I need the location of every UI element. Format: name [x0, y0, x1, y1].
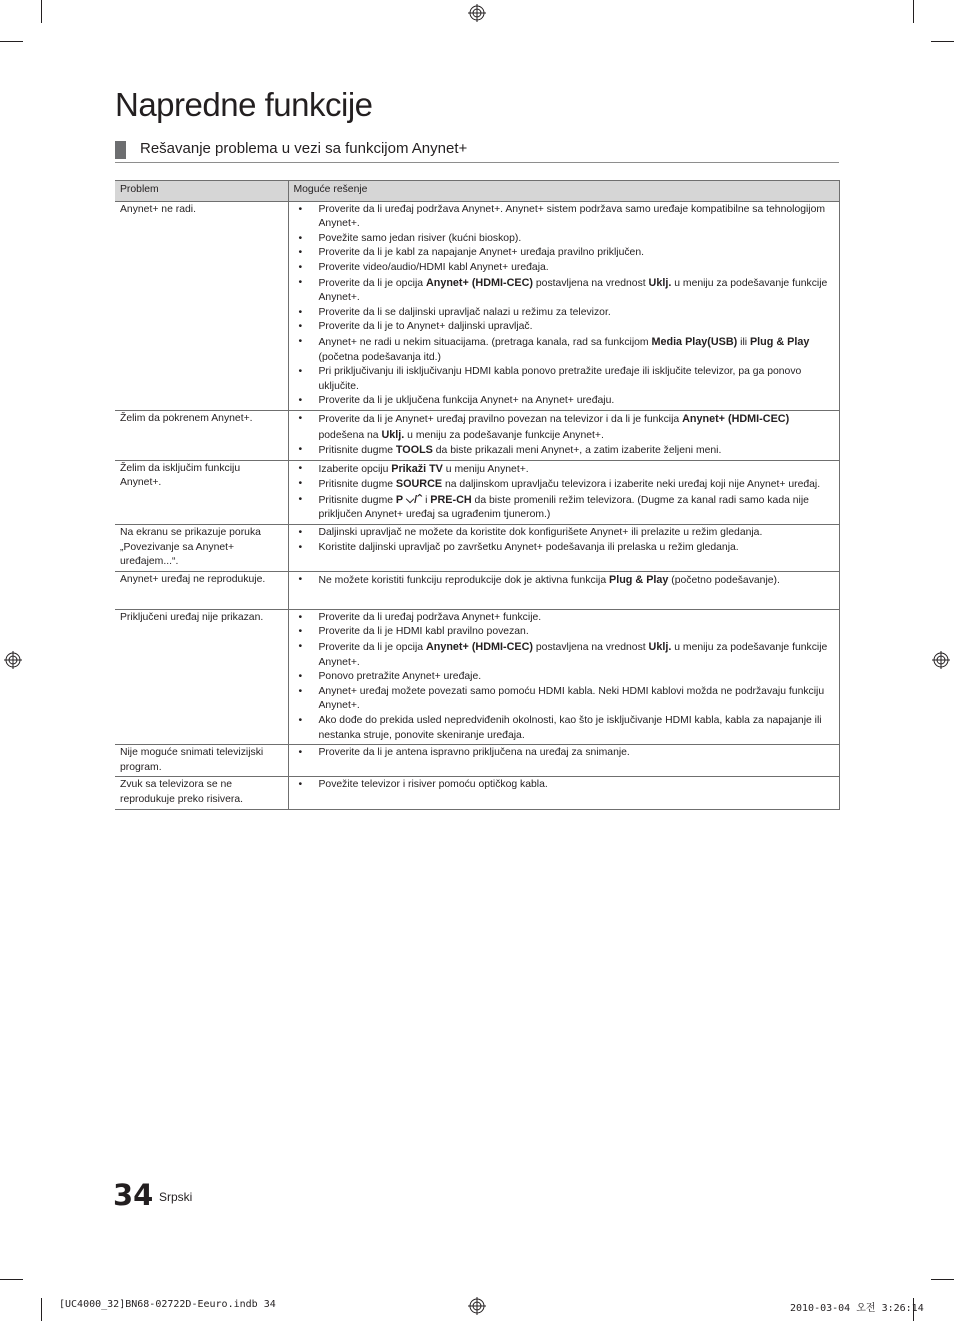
solution-item — [297, 335, 835, 365]
table-row — [115, 410, 839, 460]
solution-item — [297, 276, 835, 306]
table-row — [115, 460, 839, 524]
crop-mark — [0, 1279, 23, 1280]
table-body — [115, 201, 839, 809]
column-header-solution: Moguće rešenje — [288, 181, 839, 202]
solution-text: Daljinski upravljač ne možete da koristite dok konfigurišete Anynet+ ili prelazite u režim gledanja. — [318, 527, 763, 539]
table-row — [115, 525, 839, 572]
problem-cell: Želim da isključim funkciju Anynet+. — [115, 460, 288, 524]
solution-text: Proverite da li se daljinski upravljač nalazi u režimu za televizor. — [318, 306, 611, 318]
crop-mark — [913, 0, 914, 23]
solution-keyword: Media Play(USB) — [651, 335, 738, 348]
solution-text: postavljena na vrednost — [533, 277, 649, 289]
solution-keyword: SOURCE — [395, 478, 443, 491]
solution-keyword: Anynet+ (HDMI-CEC) — [425, 641, 534, 654]
registration-mark-icon — [4, 651, 22, 669]
solution-item — [297, 443, 835, 459]
solution-text: Proverite video/audio/HDMI kabl Anynet+ uređaja. — [318, 261, 549, 273]
solution-item — [297, 493, 835, 523]
solution-text: Proverite da li je Anynet+ uređaj pravilno povezan na televizor i da li je funkcija — [318, 413, 683, 425]
solution-text: (početno podešavanje). — [668, 574, 780, 586]
solution-item — [297, 306, 835, 321]
solution-keyword: TOOLS — [395, 444, 433, 457]
solution-keyword: Plug & Play — [749, 335, 810, 348]
solution-list — [297, 778, 835, 793]
solution-item — [297, 394, 835, 409]
solution-text: Anynet+ uređaj možete povezati samo pomoću HDMI kabla. Neki HDMI kablovi možda ne podržavaju funkciju Anynet+. — [318, 685, 825, 712]
solution-list — [297, 203, 835, 409]
solution-text: Ne možete koristiti funkciju reprodukcije dok je aktivna funkcija — [318, 574, 609, 586]
solution-item — [297, 203, 835, 232]
crop-mark — [931, 1279, 954, 1280]
solution-text: Pritisnite dugme — [318, 494, 396, 506]
table-row — [115, 201, 839, 410]
footer-timestamp: 2010-03-04 오전 3:26:14 — [790, 1303, 924, 1314]
problem-cell: Želim da pokrenem Anynet+. — [115, 410, 288, 460]
problem-cell: Anynet+ uređaj ne reprodukuje. — [115, 571, 288, 609]
solution-cell — [288, 571, 839, 609]
solution-text: Pritisnite dugme — [318, 445, 396, 457]
section-title: Rešavanje problema u vezi sa funkcijom Anynet+ — [140, 140, 468, 157]
registration-mark-icon — [468, 4, 486, 22]
page-title: Napredne funkcije — [115, 86, 373, 123]
problem-cell: Nije moguće snimati televizijski program. — [115, 745, 288, 777]
solution-item — [297, 232, 835, 247]
solution-text: Pritisnite dugme — [318, 479, 396, 491]
solution-text: podešena na — [318, 429, 382, 441]
solution-keyword: Anynet+ (HDMI-CEC) — [682, 412, 790, 425]
solution-item — [297, 573, 835, 589]
solution-item — [297, 670, 835, 685]
troubleshooting-table — [115, 180, 840, 810]
solution-cell — [288, 201, 839, 410]
problem-cell: Zvuk sa televizora se ne reprodukuje preko risivera. — [115, 777, 288, 809]
solution-cell — [288, 777, 839, 809]
solution-keyword: Uklj. — [648, 276, 672, 289]
solution-item — [297, 412, 835, 443]
solution-text: Proverite da li uređaj podržava Anynet+. Anynet+ sistem podržava samo uređaje kompatibilne sa tehnologijom Anynet+. — [318, 203, 826, 230]
solution-list — [297, 526, 835, 555]
solution-list — [297, 412, 835, 459]
registration-mark-icon — [932, 651, 950, 669]
solution-list — [297, 746, 835, 761]
crop-mark — [0, 41, 23, 42]
solution-text: Proverite da li je opcija — [318, 642, 426, 654]
solution-text: Anynet+ ne radi u nekim situacijama. (pretraga kanala, rad sa funkcijom — [318, 336, 652, 348]
solution-text: Proverite da li je uključena funkcija Anynet+ na Anynet+ uređaju. — [318, 395, 615, 407]
section-marker — [115, 141, 126, 159]
solution-text: u meniju Anynet+. — [442, 463, 529, 475]
solution-text: Proverite da li uređaj podržava Anynet+ funkcije. — [318, 611, 542, 623]
solution-item — [297, 365, 835, 394]
solution-text: Proverite da li je to Anynet+ daljinski upravljač. — [318, 321, 533, 333]
table-row — [115, 609, 839, 744]
table-row — [115, 745, 839, 777]
solution-text: Pri priključivanju ili isključivanju HDMI kabla ponovo pretražite uređaje ili isključite televizor, pa ga ponovo uključite. — [318, 366, 802, 392]
page-language: Srpski — [159, 1190, 193, 1204]
solution-keyword: Plug & Play — [609, 573, 669, 586]
solution-text: postavljena na vrednost — [533, 642, 649, 654]
solution-text: Proverite da li je kabl za napajanje Anynet+ uređaja pravilno priključen. — [318, 247, 644, 259]
crop-mark — [41, 1298, 42, 1321]
solution-item — [297, 541, 835, 556]
solution-item — [297, 477, 835, 493]
solution-cell — [288, 525, 839, 572]
solution-item — [297, 625, 835, 640]
solution-keyword: Uklj. — [381, 428, 405, 441]
solution-text: ili — [737, 336, 750, 348]
solution-text: u meniju za podešavanje funkcije Anynet+. — [318, 642, 828, 668]
solution-keyword: Prikaži TV — [391, 462, 443, 475]
solution-text: Koristite daljinski upravljač po završetku Anynet+ podešavanja ili prelaska u režim gledanja. — [318, 541, 739, 553]
solution-list — [297, 462, 835, 523]
solution-text: u meniju za podešavanje funkcije Anynet+. — [404, 429, 604, 441]
column-header-problem: Problem — [115, 181, 288, 202]
solution-text: Proverite da li je antena ispravno priključena na uređaj za snimanje. — [318, 747, 630, 759]
table-row — [115, 571, 839, 609]
solution-item — [297, 640, 835, 670]
solution-cell — [288, 609, 839, 744]
solution-text: Proverite da li je HDMI kabl pravilno povezan. — [318, 626, 529, 638]
solution-keyword: Uklj. — [648, 641, 672, 654]
solution-keyword: Anynet+ (HDMI-CEC) — [425, 276, 534, 289]
solution-keyword: P ⌵/⌃ — [395, 493, 423, 506]
solution-text: Povežite televizor i risiver pomoću optičkog kabla. — [318, 779, 548, 791]
solution-cell — [288, 460, 839, 524]
problem-cell: Na ekranu se prikazuje poruka „Povezivanje sa Anynet+ uređajem...“. — [115, 525, 288, 572]
solution-item — [297, 611, 835, 626]
solution-cell — [288, 745, 839, 777]
footer-file-info: [UC4000_32]BN68-02722D-Eeuro.indb 34 — [59, 1299, 276, 1310]
section-header — [115, 139, 839, 163]
solution-item — [297, 261, 835, 276]
registration-mark-icon — [468, 1297, 486, 1315]
solution-text: na daljinskom upravljaču televizora i izaberite neki uređaj koji nije Anynet+ uređaj. — [442, 479, 821, 491]
solution-cell — [288, 410, 839, 460]
solution-text: da biste prikazali meni Anynet+, a zatim izaberite željeni meni. — [432, 445, 722, 457]
solution-text: da biste promenili režim televizora. (Dugme za kanal radi samo kada nije priključen Anynet+ uređaj sa ugrađenim tjunerom.) — [318, 494, 809, 521]
solution-text: Proverite da li je opcija — [318, 277, 426, 289]
solution-list — [297, 611, 835, 743]
crop-mark — [931, 41, 954, 42]
solution-item — [297, 778, 835, 793]
solution-text: u meniju za podešavanje funkcije Anynet+. — [318, 277, 828, 304]
page-number: 34 — [113, 1178, 154, 1212]
solution-text: Ako dođe do prekida usled nepredviđenih okolnosti, kao što je isključivanje HDMI kabla, kabla za napajanje ili nestanka struje, ponovite skeniranje uređaja. — [318, 715, 822, 741]
solution-item — [297, 246, 835, 261]
solution-text: Izaberite opciju — [318, 463, 392, 475]
solution-list — [297, 573, 835, 589]
solution-item — [297, 714, 835, 743]
table-row — [115, 777, 839, 809]
solution-text: Povežite samo jedan risiver (kućni bioskop). — [318, 232, 522, 244]
solution-keyword: PRE-CH — [430, 493, 472, 506]
solution-item — [297, 526, 835, 541]
solution-text: (početna podešavanja itd.) — [318, 351, 441, 363]
problem-cell: Priključeni uređaj nije prikazan. — [115, 609, 288, 744]
solution-text: Ponovo pretražite Anynet+ uređaje. — [318, 671, 482, 683]
problem-cell: Anynet+ ne radi. — [115, 201, 288, 410]
solution-item — [297, 685, 835, 714]
table-header-row — [115, 181, 839, 202]
crop-mark — [41, 0, 42, 23]
solution-item — [297, 746, 835, 761]
solution-text: i — [422, 494, 431, 506]
solution-item — [297, 462, 835, 478]
solution-item — [297, 320, 835, 335]
